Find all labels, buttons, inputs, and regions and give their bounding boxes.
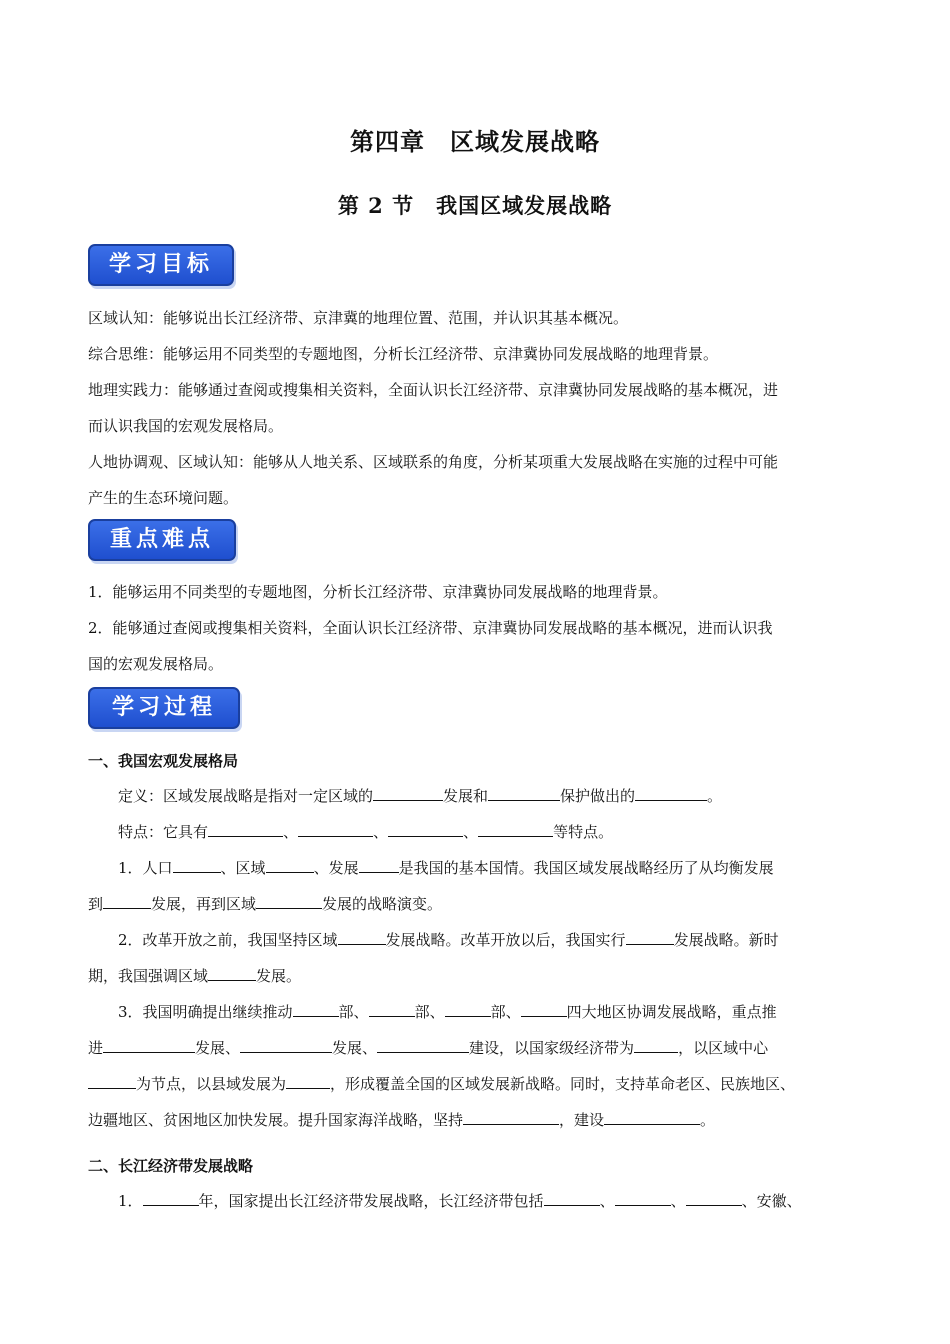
- text: 保护做出的: [560, 787, 636, 805]
- objective-line: 产生的生态环境问题。: [88, 489, 239, 507]
- blank[interactable]: [173, 854, 221, 873]
- text: 发展、: [195, 1039, 241, 1057]
- blank[interactable]: [626, 926, 674, 945]
- blank[interactable]: [388, 818, 463, 837]
- text: ，以区域中心: [678, 1039, 769, 1057]
- objective-line: 人地协调观、区域认知：能够从人地关系、区域联系的角度，分析某项重大发展战略在实施的过程中可能: [88, 453, 779, 471]
- blank[interactable]: [286, 1070, 330, 1089]
- blank[interactable]: [373, 782, 443, 801]
- text: 发展战略。新时: [673, 931, 779, 949]
- text: 进: [88, 1039, 104, 1057]
- text: 发展。: [256, 967, 302, 985]
- blank[interactable]: [488, 782, 560, 801]
- section-title: 第 2 节 我国区域发展战略: [337, 193, 613, 218]
- text: 特点：它具有: [118, 823, 209, 841]
- text: 、发展: [313, 859, 359, 877]
- text: 发展战略。改革开放以后，我国实行: [385, 931, 626, 949]
- blank[interactable]: [298, 818, 373, 837]
- item3-line-d: [88, 1102, 873, 1138]
- text: 发展、: [332, 1039, 378, 1057]
- blank[interactable]: [635, 782, 707, 801]
- text: 为节点，以县域发展为: [136, 1075, 287, 1093]
- text: 部、: [338, 1003, 369, 1021]
- item1-line-b: [88, 886, 873, 922]
- text: 部、: [490, 1003, 521, 1021]
- text: 四大地区协调发展战略，重点推: [566, 1003, 777, 1021]
- text: 1．: [118, 1192, 143, 1210]
- objectives-block: [88, 300, 873, 516]
- keypoints-block: [88, 574, 873, 682]
- text: 、: [599, 1192, 615, 1210]
- text: ，形成覆盖全国的区域发展新战略。同时，支持革命老区、民族地区、: [330, 1075, 796, 1093]
- keypoint-line: 1．能够运用不同类型的专题地图，分析长江经济带、京津冀协同发展战略的地理背景。: [88, 583, 668, 601]
- keypoint-line: 国的宏观发展格局。: [88, 655, 224, 673]
- blank[interactable]: [338, 926, 386, 945]
- text: 。: [707, 787, 723, 805]
- blank[interactable]: [686, 1187, 742, 1206]
- blank[interactable]: [103, 1034, 195, 1053]
- blank[interactable]: [143, 1187, 199, 1206]
- badge-key-points: 重点难点: [88, 519, 236, 561]
- blank[interactable]: [103, 890, 151, 909]
- text: 、: [670, 1192, 686, 1210]
- item2-line-a: [88, 922, 873, 958]
- blank[interactable]: [377, 1034, 469, 1053]
- objective-line: 而认识我国的宏观发展格局。: [88, 417, 284, 435]
- blank[interactable]: [478, 818, 553, 837]
- item2-line-b: [88, 958, 873, 994]
- blank[interactable]: [463, 1106, 559, 1125]
- features-line: [88, 814, 873, 850]
- blank[interactable]: [359, 854, 399, 873]
- blank[interactable]: [604, 1106, 700, 1125]
- blank[interactable]: [256, 890, 322, 909]
- blank[interactable]: [521, 998, 567, 1017]
- text: 、: [463, 823, 479, 841]
- item3-line-c: [88, 1066, 873, 1102]
- objective-line: 区域认知：能够说出长江经济带、京津冀的地理位置、范围，并认识其基本概况。: [88, 309, 629, 327]
- section1-body: [88, 778, 873, 1138]
- section2-item1-line: [88, 1183, 873, 1219]
- chapter-title: 第四章 区域发展战略: [350, 127, 600, 156]
- text: 部、: [414, 1003, 445, 1021]
- blank[interactable]: [445, 998, 491, 1017]
- text: 年，国家提出长江经济带发展战略，长江经济带包括: [198, 1192, 544, 1210]
- text: 3．我国明确提出继续推动: [118, 1003, 293, 1021]
- text: 、安徽、: [741, 1192, 802, 1210]
- blank[interactable]: [293, 998, 339, 1017]
- objective-line: 地理实践力：能够通过查阅或搜集相关资料，全面认识长江经济带、京津冀协同发展战略的基本概况，进: [88, 381, 779, 399]
- section2-body: [88, 1183, 873, 1219]
- item3-line-b: [88, 1030, 873, 1066]
- objective-line: 综合思维：能够运用不同类型的专题地图，分析长江经济带、京津冀协同发展战略的地理背景。: [88, 345, 719, 363]
- text: 、: [373, 823, 389, 841]
- keypoint-line: 2．能够通过查阅或搜集相关资料，全面认识长江经济带、京津冀协同发展战略的基本概况，进而认识我: [88, 619, 773, 637]
- text: 建设，以国家级经济带为: [469, 1039, 635, 1057]
- section1-heading: 一、我国宏观发展格局: [88, 752, 239, 770]
- badge-learning-process: 学习过程: [88, 687, 240, 729]
- blank[interactable]: [88, 1070, 136, 1089]
- blank[interactable]: [208, 962, 256, 981]
- text: 发展，再到区域: [151, 895, 257, 913]
- definition-line: [88, 778, 873, 814]
- blank[interactable]: [634, 1034, 678, 1053]
- text: 、区域: [220, 859, 266, 877]
- badge-learning-objectives: 学习目标: [88, 244, 234, 286]
- blank[interactable]: [544, 1187, 600, 1206]
- text: 边疆地区、贫困地区加快发展。提升国家海洋战略，坚持: [88, 1111, 464, 1129]
- text: 到: [88, 895, 104, 913]
- text: 等特点。: [553, 823, 614, 841]
- blank[interactable]: [240, 1034, 332, 1053]
- text: 发展和: [443, 787, 489, 805]
- section2-heading: 二、长江经济带发展战略: [88, 1157, 254, 1175]
- text: 2．改革开放之前，我国坚持区域: [118, 931, 338, 949]
- text: 1．人口: [118, 859, 173, 877]
- text: 、: [283, 823, 299, 841]
- text: 。: [700, 1111, 716, 1129]
- item3-line-a: [88, 994, 873, 1030]
- item1-line-a: [88, 850, 873, 886]
- blank[interactable]: [615, 1187, 671, 1206]
- blank[interactable]: [208, 818, 283, 837]
- blank[interactable]: [266, 854, 314, 873]
- blank[interactable]: [369, 998, 415, 1017]
- text: 期，我国强调区域: [88, 967, 209, 985]
- text: 定义：区域发展战略是指对一定区域的: [118, 787, 374, 805]
- text: 是我国的基本国情。我国区域发展战略经历了从均衡发展: [398, 859, 774, 877]
- text: 发展的战略演变。: [322, 895, 443, 913]
- text: ，建设: [559, 1111, 605, 1129]
